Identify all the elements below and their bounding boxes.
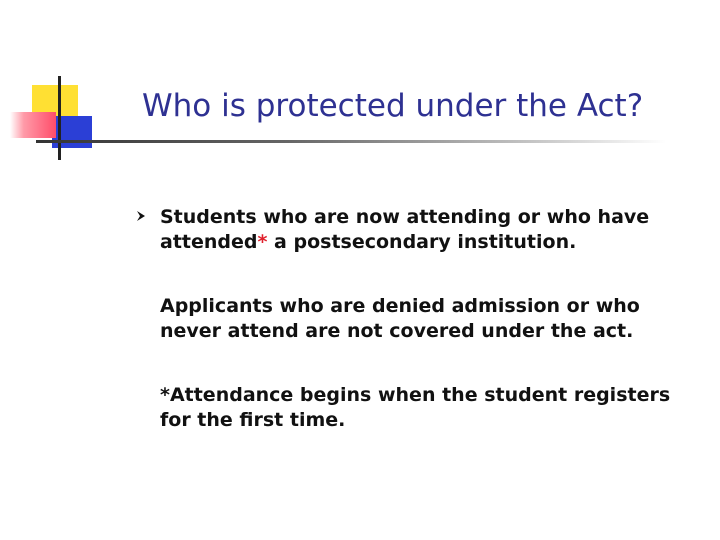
logo-red-square	[10, 112, 56, 138]
para1-text-start: Students who are now attending or who have attended	[160, 206, 650, 253]
para3-text: Attendance begins when the student registers for the first time.	[160, 384, 671, 431]
slide-logo-graphic	[0, 0, 100, 170]
para1-text-end: a postsecondary institution.	[267, 231, 577, 253]
bullet-paragraph-students	[160, 205, 705, 255]
slide-body	[160, 205, 705, 472]
logo-vertical-line	[58, 76, 61, 160]
title-underline-rule	[36, 140, 666, 143]
arrow-bullet-icon	[136, 210, 146, 225]
paragraph-applicants: Applicants who are denied admission or who never attend are not covered under the act.	[160, 295, 640, 342]
para1-asterisk: *	[257, 231, 268, 253]
paragraph-attendance-note	[160, 383, 705, 433]
slide-title: Who is protected under the Act?	[142, 88, 644, 124]
para3-asterisk: *	[160, 384, 170, 406]
